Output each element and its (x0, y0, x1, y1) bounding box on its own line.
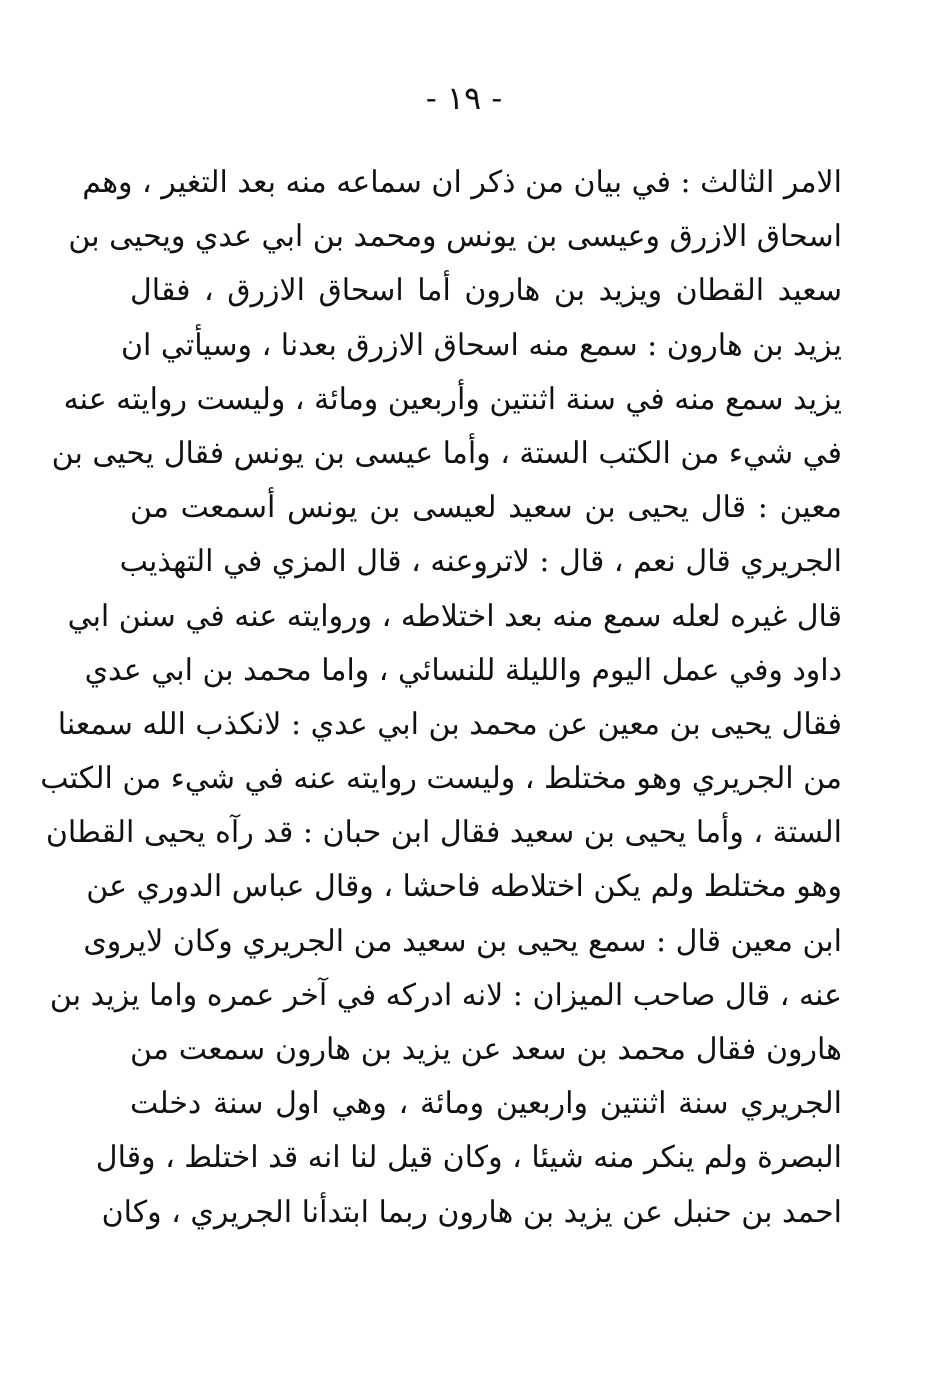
text-line: الجريري قال نعم ، قال : لاتروعنه ، قال المزي في التهذيب (119, 544, 842, 580)
text-line: سعيد القطان ويزيد بن هارون أما اسحاق الازرق ، فقال (130, 273, 843, 309)
text-line: احمد بن حنبل عن يزيد بن هارون ربما ابتدأنا الجريري ، وكان (101, 1194, 842, 1230)
text-line: داود وفي عمل اليوم والليلة للنسائي ، واما محمد بن ابي عدي (84, 652, 842, 688)
text-line: قال غيره لعله سمع منه بعد اختلاطه ، وروايته عنه في سنن ابي (67, 598, 842, 634)
text-line: عنه ، قال صاحب الميزان : لانه ادركه في آخر عمره واما يزيد بن (49, 977, 842, 1013)
text-line: ابن معين قال : سمع يحيى بن سعيد من الجريري وكان لايروى (83, 923, 842, 959)
text-line: وهو مختلط ولم يكن اختلاطه فاحشا ، وقال عباس الدوري عن (86, 869, 842, 905)
text-line: هارون فقال محمد بن سعد عن يزيد بن هارون سمعت من (130, 1032, 842, 1067)
text-line: البصرة ولم ينكر منه شيئا ، وكان قيل لنا انه قد اختلط ، وقال (95, 1140, 842, 1176)
text-line: الستة ، وأما يحيى بن سعيد فقال ابن حبان : قد رآه يحيى القطان (45, 815, 842, 851)
body-text (40, 156, 843, 1240)
page-number: - ١٩ - (425, 79, 503, 117)
text-line: من الجريري وهو مختلط ، وليست روايته عنه في شيء من الكتب (40, 761, 842, 797)
text-line: يزيد بن هارون : سمع منه اسحاق الازرق بعدنا ، وسيأتي ان (120, 327, 842, 363)
text-line: يزيد سمع منه في سنة اثنتين وأربعين ومائة ، وليست روايته عنه (63, 381, 842, 417)
text-line: فقال يحيى بن معين عن محمد بن ابي عدي : لانكذب الله سمعنا (57, 706, 842, 742)
text-line: الجريري سنة اثنتين واربعين ومائة ، وهي اول سنة دخلت (130, 1086, 842, 1122)
text-line: في شيء من الكتب الستة ، وأما عيسى بن يونس فقال يحيى بن (51, 435, 842, 471)
text-line: معين : قال يحيى بن سعيد لعيسى بن يونس أسمعت من (130, 490, 842, 526)
text-line: الامر الثالث : في بيان من ذكر ان سماعه منه بعد التغير ، وهم (82, 165, 842, 200)
text-line: اسحاق الازرق وعيسى بن يونس ومحمد بن ابي عدي ويحيى بن (68, 219, 842, 255)
